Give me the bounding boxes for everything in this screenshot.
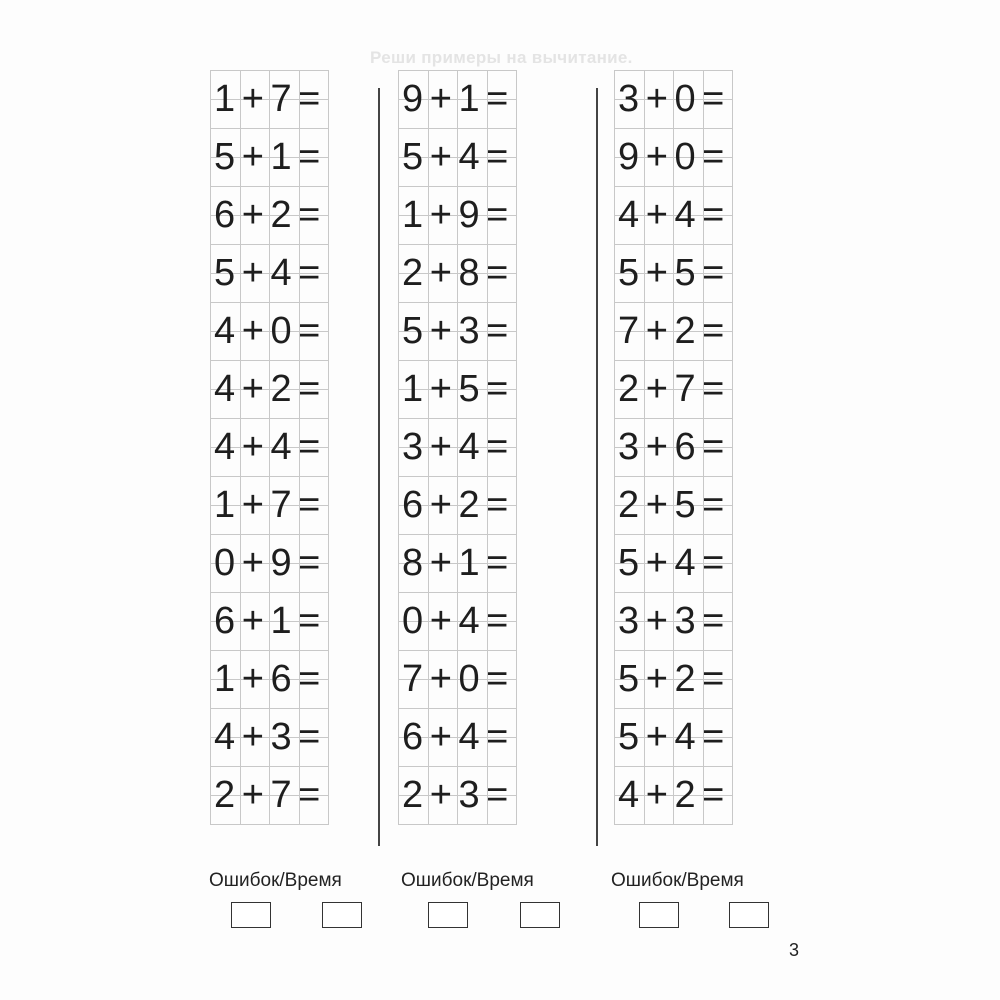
column-divider bbox=[378, 88, 380, 846]
addition-problem: 9 + 1 = bbox=[402, 78, 509, 120]
addition-problem: 5 + 1 = bbox=[214, 136, 321, 178]
addition-problem: 4 + 2 = bbox=[214, 368, 321, 410]
addition-problem: 0 + 9 = bbox=[214, 542, 321, 584]
errors-time-label: Ошибок/Время bbox=[611, 870, 744, 891]
addition-problem: 2 + 5 = bbox=[618, 484, 725, 526]
errors-box[interactable] bbox=[639, 902, 679, 928]
addition-problem: 1 + 9 = bbox=[402, 194, 509, 236]
addition-problem: 2 + 7 = bbox=[618, 368, 725, 410]
addition-problem: 5 + 3 = bbox=[402, 310, 509, 352]
addition-problem: 5 + 4 = bbox=[618, 542, 725, 584]
errors-time-label: Ошибок/Время bbox=[209, 870, 342, 891]
addition-problem: 3 + 6 = bbox=[618, 426, 725, 468]
addition-problem: 1 + 6 = bbox=[214, 658, 321, 700]
addition-problem: 5 + 4 = bbox=[214, 252, 321, 294]
addition-problem: 1 + 7 = bbox=[214, 484, 321, 526]
addition-problem: 5 + 5 = bbox=[618, 252, 725, 294]
addition-problem: 6 + 2 = bbox=[214, 194, 321, 236]
addition-problem: 1 + 7 = bbox=[214, 78, 321, 120]
addition-problem: 4 + 0 = bbox=[214, 310, 321, 352]
errors-time-label: Ошибок/Время bbox=[401, 870, 534, 891]
addition-problem: 7 + 2 = bbox=[618, 310, 725, 352]
addition-problem: 6 + 1 = bbox=[214, 600, 321, 642]
time-box[interactable] bbox=[520, 902, 560, 928]
addition-problem: 4 + 4 = bbox=[214, 426, 321, 468]
addition-problem: 5 + 4 = bbox=[618, 716, 725, 758]
time-box[interactable] bbox=[729, 902, 769, 928]
column-divider bbox=[596, 88, 598, 846]
addition-problem: 4 + 2 = bbox=[618, 774, 725, 816]
addition-problem: 3 + 0 = bbox=[618, 78, 725, 120]
time-box[interactable] bbox=[322, 902, 362, 928]
addition-problem: 2 + 8 = bbox=[402, 252, 509, 294]
addition-problem: 8 + 1 = bbox=[402, 542, 509, 584]
page-number: 3 bbox=[789, 940, 800, 960]
addition-problem: 2 + 7 = bbox=[214, 774, 321, 816]
addition-problem: 6 + 2 = bbox=[402, 484, 509, 526]
errors-box[interactable] bbox=[231, 902, 271, 928]
addition-problem: 5 + 4 = bbox=[402, 136, 509, 178]
addition-problem: 5 + 2 = bbox=[618, 658, 725, 700]
errors-box[interactable] bbox=[428, 902, 468, 928]
addition-problem: 3 + 3 = bbox=[618, 600, 725, 642]
addition-problem: 9 + 0 = bbox=[618, 136, 725, 178]
show-through-heading: Реши примеры на вычитание. bbox=[370, 48, 633, 67]
addition-problem: 1 + 5 = bbox=[402, 368, 509, 410]
addition-problem: 6 + 4 = bbox=[402, 716, 509, 758]
addition-problem: 0 + 4 = bbox=[402, 600, 509, 642]
addition-problem: 2 + 3 = bbox=[402, 774, 509, 816]
addition-problem: 7 + 0 = bbox=[402, 658, 509, 700]
addition-problem: 3 + 4 = bbox=[402, 426, 509, 468]
addition-problem: 4 + 3 = bbox=[214, 716, 321, 758]
addition-problem: 4 + 4 = bbox=[618, 194, 725, 236]
